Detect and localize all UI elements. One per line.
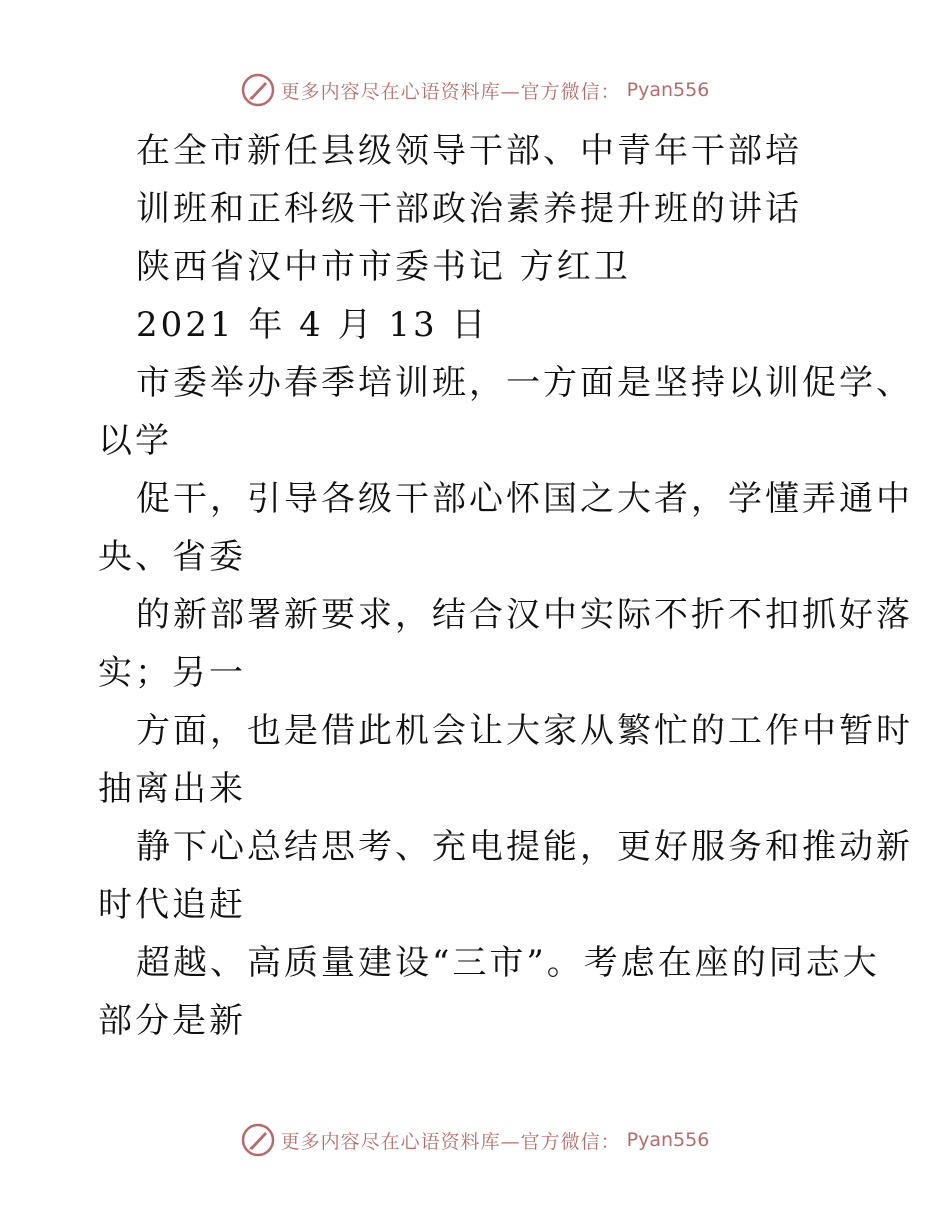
footer-banner bbox=[0, 1120, 950, 1160]
body-line: 超越、高质量建设“三市”。考虑在座的同志大 bbox=[136, 943, 880, 983]
body-line: 方面，也是借此机会让大家从繁忙的工作中暂时 bbox=[136, 711, 913, 751]
body-line: 市委举办春季培训班，一方面是坚持以训促学、 bbox=[136, 363, 913, 403]
banner-text: 更多内容尽在心语资料库—官方微信： bbox=[280, 1130, 621, 1153]
body-line: 促干，引导各级干部心怀国之大者，学懂弄通中 bbox=[136, 479, 913, 519]
body-line: 时代追赶 bbox=[98, 885, 246, 925]
body-line: 的新部署新要求，结合汉中实际不折不扣抓好落 bbox=[136, 595, 913, 635]
date-line: 2021 年 4 月 13 日 bbox=[136, 305, 489, 345]
title-line-2: 训班和正科级干部政治素养提升班的讲话 bbox=[136, 189, 802, 229]
body-line: 部分是新 bbox=[98, 1001, 246, 1041]
body-line: 实；另一 bbox=[98, 653, 246, 693]
banner-wechat-id: Pyan556 bbox=[626, 79, 710, 101]
banner-text: 更多内容尽在心语资料库—官方微信： bbox=[280, 80, 621, 103]
header-banner bbox=[0, 70, 950, 110]
body-line: 央、省委 bbox=[98, 537, 246, 577]
author-line: 陕西省汉中市市委书记 方红卫 bbox=[136, 247, 631, 287]
quill-logo-icon bbox=[241, 73, 275, 107]
body-line: 静下心总结思考、充电提能，更好服务和推动新 bbox=[136, 827, 913, 867]
banner-wechat-id: Pyan556 bbox=[626, 1129, 710, 1151]
body-line: 抽离出来 bbox=[98, 769, 246, 809]
body-line: 以学 bbox=[98, 421, 172, 461]
document-body bbox=[98, 122, 913, 1050]
quill-logo-icon bbox=[241, 1123, 275, 1157]
title-line-1: 在全市新任县级领导干部、中青年干部培 bbox=[136, 131, 802, 171]
